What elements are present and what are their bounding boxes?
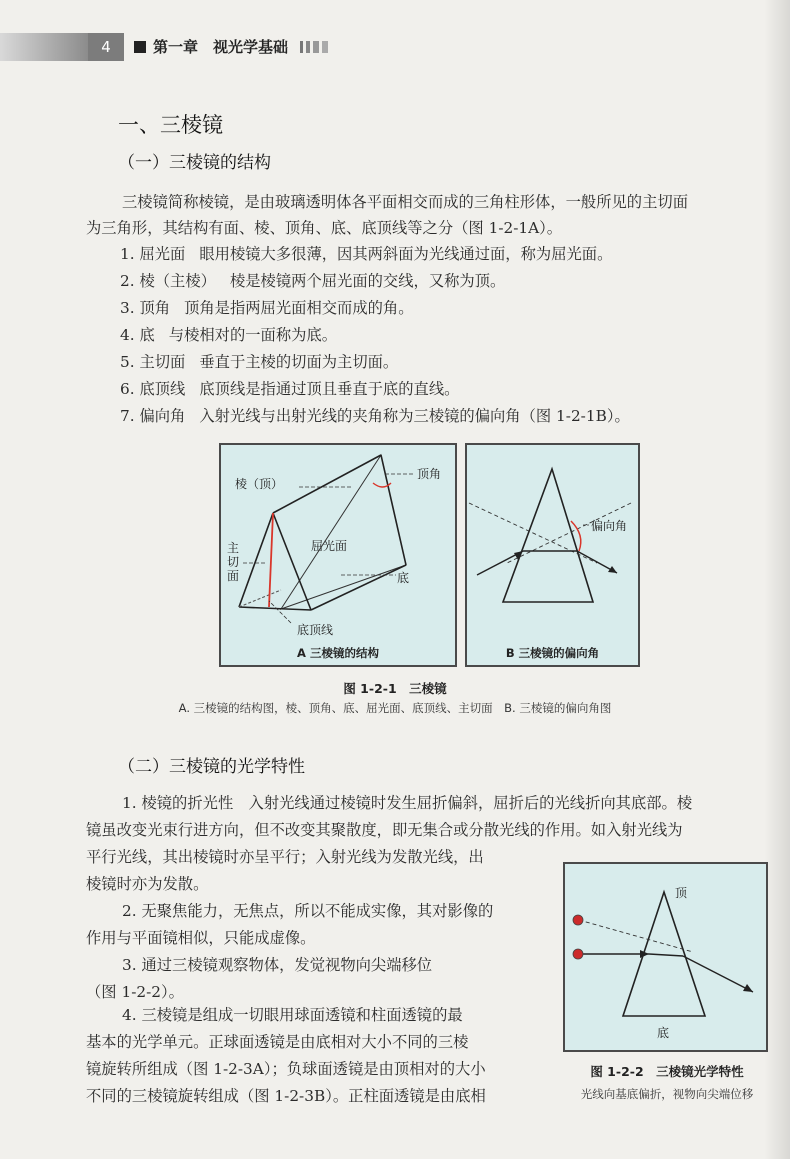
figure-panel-structure xyxy=(219,443,457,667)
figure1-subtitle: A. 三棱镜的结构图，棱、顶角、底、屈光面、底顶线、主切面 B. 三棱镜的偏向角图 xyxy=(178,701,612,715)
chapter-title: 第一章 视光学基础 xyxy=(153,38,289,56)
panel-b-caption: B 三棱镜的偏向角 xyxy=(505,646,600,660)
label-base-apex-line: 底顶线 xyxy=(297,623,334,637)
figure1-title: 图 1-2-1 三棱镜 xyxy=(343,681,447,696)
intro-line-1: 三棱镜简称棱镜，是由玻璃透明体各平面相交而成的三角柱形体，一般所见的主切面 xyxy=(122,193,688,211)
label-deviation-angle: 偏向角 xyxy=(591,519,628,533)
list-item: 1. 屈光面 眼用棱镜大多很薄，因其两斜面为光线通过面，称为屈光面。 xyxy=(120,245,613,263)
subsection-title-structure: （一）三棱镜的结构 xyxy=(118,153,271,173)
panel-a-caption: A 三棱镜的结构 xyxy=(297,646,379,660)
header-gradient-bar xyxy=(0,33,88,61)
intro-line-2: 为三角形，其结构有面、棱、顶角、底、底顶线等之分（图 1-2-1A）。 xyxy=(86,219,563,237)
figure2-title: 图 1-2-2 三棱镜光学特性 xyxy=(590,1064,744,1079)
figure2-subtitle: 光线向基底偏折，视物向尖端位移 xyxy=(580,1087,754,1101)
list-item: 5. 主切面 垂直于主棱的切面为主切面。 xyxy=(120,353,399,371)
page-number: 4 xyxy=(88,33,124,61)
label-refracting-face: 屈光面 xyxy=(311,539,348,553)
label-apex: 顶 xyxy=(675,886,688,900)
prism-deviation-diagram xyxy=(467,445,638,665)
list-item: 3. 顶角 顶角是指两屈光面相交而成的角。 xyxy=(120,299,414,317)
figure-panel-deviation xyxy=(465,443,640,667)
label-apex-edge: 棱（顶） xyxy=(235,477,284,491)
paragraph-lens-units: 4. 三棱镜是组成一切眼用球面透镜和柱面透镜的最 基本的光学单元。正球面透镜是由底相对大小不同的三棱 镜旋转所组成（图 1-2-3A）；负球面透镜是由顶相对的大小 不同的三棱镜旋转组成（图 1-2-3B）。正柱面透镜是由底相 xyxy=(86,1006,486,1105)
list-item: 4. 底 与棱相对的一面称为底。 xyxy=(120,326,338,344)
list-item: 7. 偏向角 入射光线与出射光线的夹角称为三棱镜的偏向角（图 1-2-1B）。 xyxy=(120,407,630,425)
label-base: 底 xyxy=(397,571,410,585)
prism-optical-diagram xyxy=(565,864,766,1050)
paragraph-observation: 3. 通过三棱镜观察物体，发觉视物向尖端移位 （图 1-2-2）。 xyxy=(86,956,433,1001)
paragraph-no-focus: 2. 无聚焦能力，无焦点，所以不能成实像，其对影像的 作用与平面镜相似，只能成虚像。 xyxy=(86,902,494,947)
section-title: 一、三棱镜 xyxy=(118,113,223,137)
page-header xyxy=(0,33,790,61)
figure-panel-optical-property xyxy=(563,862,768,1052)
label-principal-section: 主切面 xyxy=(227,541,240,583)
chapter-square-icon xyxy=(134,41,146,53)
list-item: 2. 棱（主棱） 棱是棱镜两个屈光面的交线，又称为顶。 xyxy=(120,272,506,290)
subsection-title-optics: （二）三棱镜的光学特性 xyxy=(118,757,305,777)
paragraph-refraction: 1. 棱镜的折光性 入射光线通过棱镜时发生屈折偏斜，屈折后的光线折向其底部。棱 镜虽改变光束行进方向，但不改变其聚散度，即无集合或分散光线的作用。如入射光线为 平行光线，其出棱镜时亦呈平行；入射光线为发散光线，出 棱镜时亦为发散。 xyxy=(86,794,693,893)
chapter-bars-decoration xyxy=(300,41,328,53)
list-item: 6. 底顶线 底顶线是指通过顶且垂直于底的直线。 xyxy=(120,380,460,398)
label-base: 底 xyxy=(657,1026,670,1040)
label-apex-angle: 顶角 xyxy=(417,467,442,481)
